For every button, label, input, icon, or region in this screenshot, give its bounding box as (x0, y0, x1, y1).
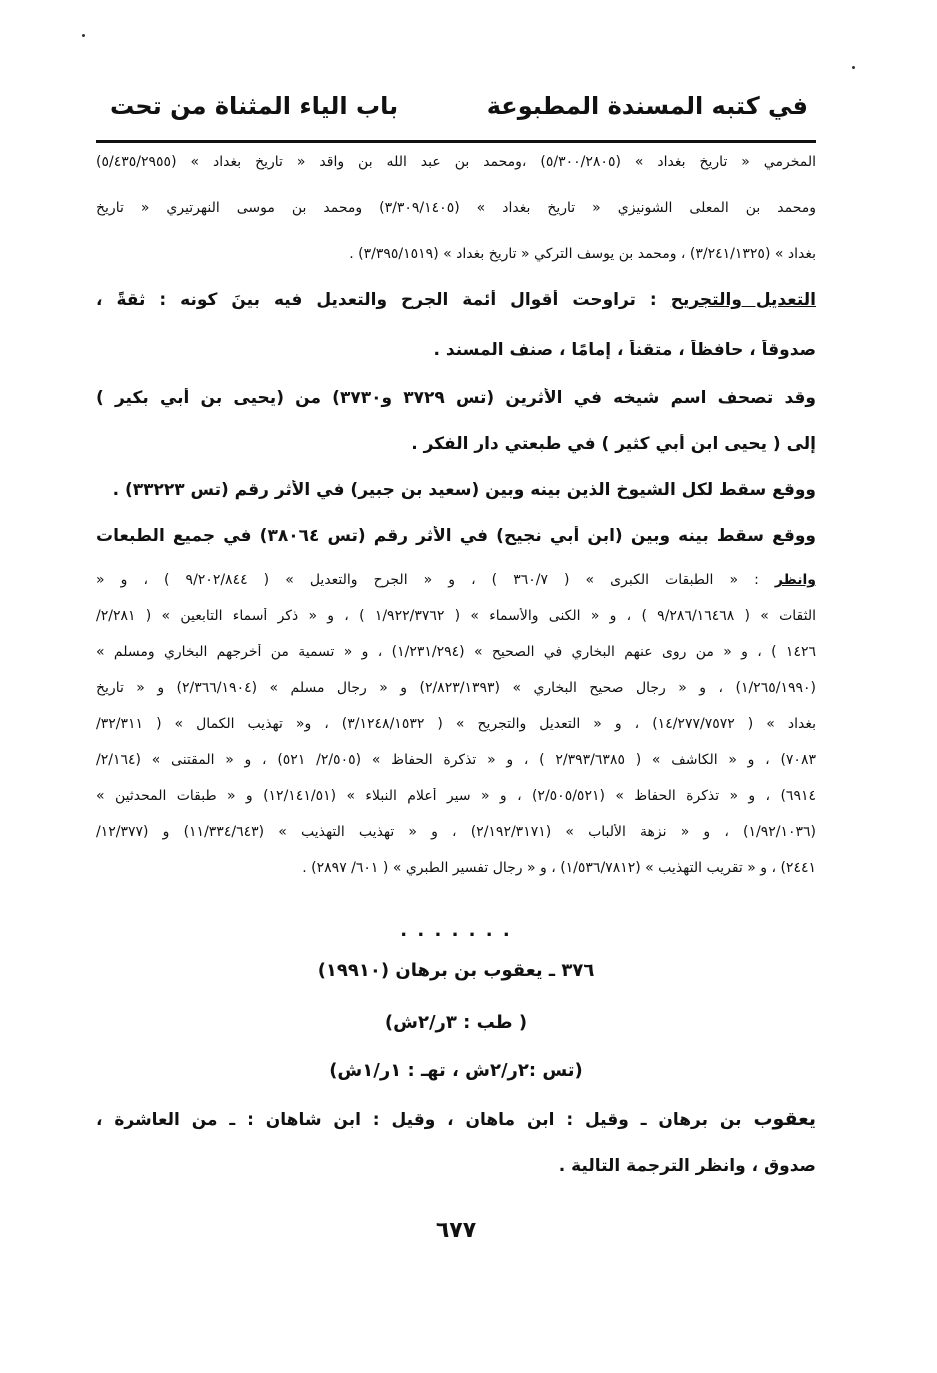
header-chapter-title: باب الياء المثناة من تحت (110, 92, 399, 120)
text-line: وقد تصحف اسم شيخه في الأثرين (تس ٣٧٢٩ و٣٧٣٠) من (يحيى بن أبي بكير ) (96, 388, 816, 408)
ta3dil-label: التعديل والتجريح (670, 290, 816, 310)
entry-title: ٣٧٦ ـ يعقوب بن برهان (١٩٩١٠) (317, 960, 595, 981)
entry-text-line (96, 1108, 816, 1130)
text-line: ووقع سقط لكل الشيوخ الذين بينه وبين (سعيد بن جبير) في الأثر رقم (تس ٣٣٢٢٣) . (112, 480, 816, 500)
text-line: ومحمد بن المعلى الشونيزي « تاريخ بغداد » (٣/٣٠٩/١٤٠٥) ومحمد بن موسى النهرتيري « تاريخ (96, 200, 816, 216)
header-book-title: في كتبه المسندة المطبوعة (486, 92, 808, 120)
running-header (96, 92, 816, 136)
page-number: ٦٧٧ (435, 1218, 477, 1243)
text-line: إلى ( يحيى ابن أبي كثير ) في طبعتي دار الفكر . (411, 434, 816, 454)
speck-mark (82, 34, 85, 37)
text-line: الثقات » ( ٩/٢٨٦/١٦٤٦٨ ) ، و « الكنى والأسماء » ( ١/٩٢٢/٣٧٦٢ ) ، و « ذكر أسماء التابعين » ( ٢/٢٨١/ (96, 608, 816, 624)
text-line: ٧٠٨٣) ، و « الكاشف » ( ٢/٣٩٣/٦٣٨٥ ) ، و « تذكرة الحفاظ » (٢/٥٠٥/ ٥٢١) ، و « المقتنى » (٢/١٦٤/ (96, 752, 816, 768)
refs-line (96, 572, 816, 588)
refs-text: : « الطبقات الكبرى » ( ٣٦٠/٧ ) ، و « الجرح والتعديل » ( ٩/٢٠٢/٨٤٤ ) ، و « (96, 572, 759, 588)
text-line: (١/٩٢/١٠٣٦) ، و « نزهة الألباب » (٢/١٩٢/٣١٧١) ، و « تهذيب التهذيب » (١١/٣٣٤/٦٤٣) و (١٢/٣٧٧/ (96, 824, 816, 840)
text-line: (١/٢٦٥/١٩٩٠) ، و « رجال صحيح البخاري » (٢/٨٢٣/١٣٩٣) و « رجال مسلم » (٢/٣٦٦/١٩٠٤) و « تاريخ (96, 680, 816, 696)
text-line: ٢٤٤١) ، و « تقريب التهذيب » (١/٥٣٦/٧٨١٢) ، و « رجال تفسير الطبري » ( ٦٠١/ ٢٨٩٧) . (302, 860, 816, 876)
text-line: ووقع سقط بينه وبين (ابن أبي نجيح) في الأثر رقم (تس ٣٨٠٦٤) في جميع الطبعات (96, 526, 816, 546)
header-rule (96, 140, 816, 143)
text-line: بغداد » (٣/٢٤١/١٣٢٥) ، ومحمد بن يوسف التركي « تاريخ بغداد » (٣/٣٩٥/١٥١٩) . (349, 246, 816, 262)
ta3dil-text: : تراوحت أقوال أئمة الجرح والتعديل فيه بينَ كونه : ثقةً ، (96, 290, 657, 310)
entry-text-line: صدوق ، وانظر الترجمة التالية . (558, 1156, 816, 1176)
text-line: بغداد » ( ١٤/٢٧٧/٧٥٧٢) ، و « التعديل والتجريح » ( ٣/١٢٤٨/١٥٣٢) ، و« تهذيب الكمال » ( ٣٢/٣١١/ (96, 716, 816, 732)
entry-code: (تس :٢ر/٢ش ، تهـ : ١ر/١ش) (329, 1060, 583, 1081)
section-separator: . . . . . . . (400, 920, 512, 941)
book-page (96, 0, 816, 1373)
text-line: ٦٩١٤) ، و « تذكرة الحفاظ » (٢/٥٠٥/٥٢١) ، و « سير أعلام النبلاء » (١٢/١٤١/٥١) و « طبقات المحدثين » (96, 788, 816, 804)
entry-text: بن برهان ـ وقيل : ابن ماهان ، وقيل : ابن شاهان : ـ من العاشرة ، (96, 1110, 742, 1130)
entry-code: ( طب : ٣ر/٢ش) (384, 1012, 528, 1033)
text-line: صدوقاً ، حافظاً ، متقناً ، إمامًا ، صنف المسند . (433, 340, 816, 360)
entry-name: يعقوب (753, 1108, 816, 1130)
ta3dil-line (96, 290, 816, 310)
speck-mark (852, 66, 855, 69)
refs-label: وانظر (774, 572, 816, 588)
text-line: ١٤٢٦ ) ، و « من روى عنهم البخاري في الصحيح » (١/٢٣١/٢٩٤) ، و « تسمية من أخرجهم البخاري ومسلم » (96, 644, 816, 660)
text-line: المخرمي « تاريخ بغداد » (٥/٣٠٠/٢٨٠٥) ،ومحمد بن عبد الله بن واقد « تاريخ بغداد » (٥/٤٣٥/٢٩٥٥) (96, 154, 816, 170)
